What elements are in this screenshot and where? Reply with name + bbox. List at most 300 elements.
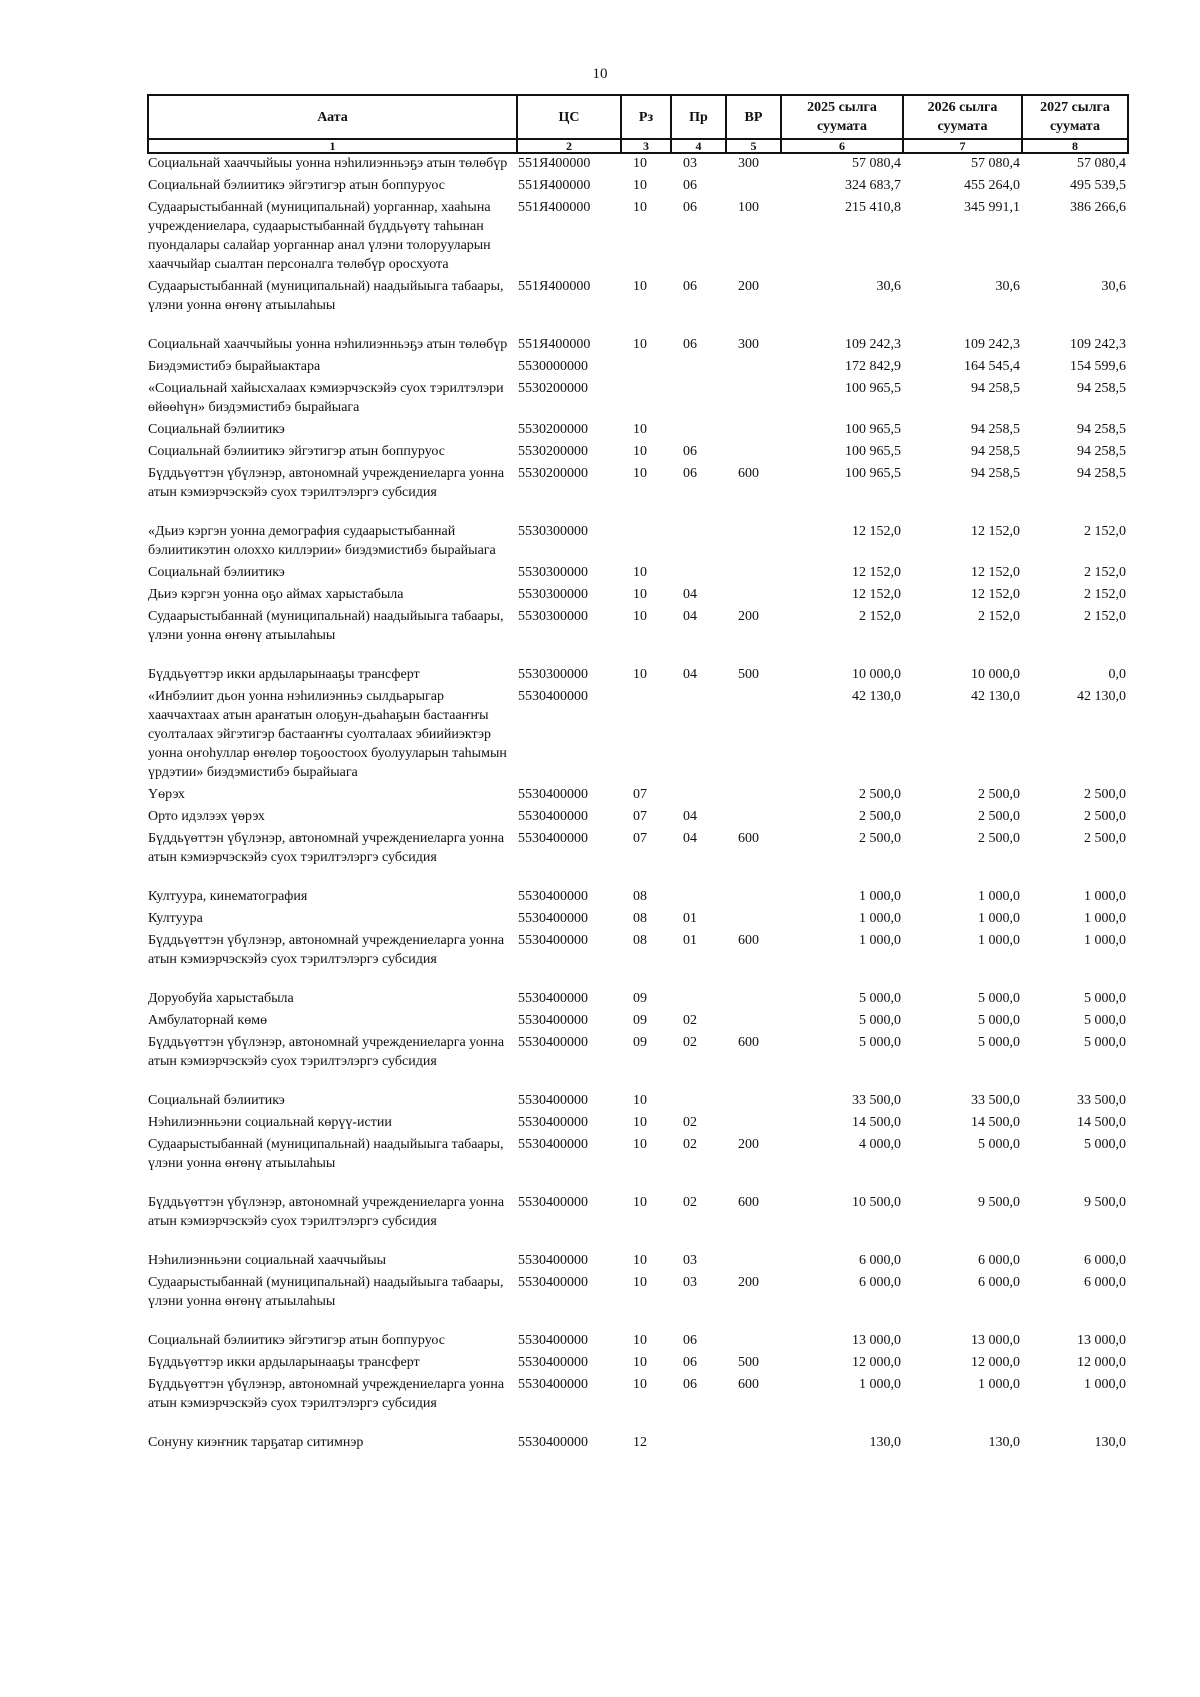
row-name: «Социальнай хайысхалаах кэмиэрчэскэйэ суох тэрилтэлэри өйөөһүн» биэдэмистибэ бырайыага <box>148 381 504 415</box>
row-rz: 10 <box>633 1275 647 1290</box>
header-cs: ЦС <box>517 95 621 139</box>
row-name: Амбулаторнай көмө <box>148 1013 268 1028</box>
row-cs: 5530400000 <box>518 787 588 802</box>
row-amount-2026: 30,6 <box>995 279 1020 294</box>
row-vr: 200 <box>738 279 759 294</box>
row-name: Бүддьүөттэр икки ардыларынааҕы трансферт <box>148 667 420 682</box>
col-number: 3 <box>621 139 671 153</box>
row-amount-2027: 495 539,5 <box>1070 178 1126 193</box>
budget-table <box>147 94 1129 1455</box>
row-rz: 10 <box>633 1333 647 1348</box>
row-vr: 600 <box>738 831 759 846</box>
row-vr <box>726 887 781 909</box>
row-amount-2025: 100 965,5 <box>845 466 901 481</box>
row-amount-2027: 1 000,0 <box>1084 1377 1126 1392</box>
row-pr: 06 <box>683 337 697 352</box>
row-amount-2026: 1 000,0 <box>978 911 1020 926</box>
row-amount-2026: 12 152,0 <box>971 565 1020 580</box>
row-amount-2025: 100 965,5 <box>845 444 901 459</box>
header-row <box>148 95 1128 139</box>
row-vr: 500 <box>738 667 759 682</box>
row-amount-2025: 109 242,3 <box>845 337 901 352</box>
row-amount-2027: 5 000,0 <box>1084 991 1126 1006</box>
row-amount-2026: 57 080,4 <box>971 156 1020 171</box>
row-vr <box>726 357 781 379</box>
table-row <box>148 807 1128 829</box>
row-vr <box>726 1331 781 1353</box>
table-row <box>148 563 1128 585</box>
row-name: Бүддьүөттэн үбүлэнэр, автономнай учреждениеларга уонна атын кэмиэрчэскэйэ суох тэрилтэлэргэ субсидия <box>148 831 505 865</box>
header-2025: 2025 сылга суумата <box>781 95 903 139</box>
row-rz <box>621 687 671 785</box>
row-amount-2026: 345 991,1 <box>964 200 1020 215</box>
row-amount-2027: 30,6 <box>1101 279 1126 294</box>
row-rz: 10 <box>633 337 647 352</box>
row-vr: 200 <box>738 1275 759 1290</box>
table-body <box>148 153 1128 1455</box>
row-amount-2025: 12 000,0 <box>852 1355 901 1370</box>
table-row <box>148 1113 1128 1135</box>
row-amount-2025: 1 000,0 <box>859 889 901 904</box>
row-pr: 04 <box>683 587 697 602</box>
row-rz: 09 <box>633 991 647 1006</box>
header-pr: Пр <box>671 95 726 139</box>
row-rz: 08 <box>633 933 647 948</box>
row-amount-2025: 100 965,5 <box>845 381 901 396</box>
row-rz: 08 <box>633 889 647 904</box>
row-amount-2027: 2 152,0 <box>1084 565 1126 580</box>
row-amount-2027: 14 500,0 <box>1077 1115 1126 1130</box>
row-amount-2027: 130,0 <box>1094 1435 1126 1450</box>
row-amount-2027: 42 130,0 <box>1077 689 1126 704</box>
row-vr <box>726 563 781 585</box>
table-row <box>148 357 1128 379</box>
row-pr: 06 <box>683 444 697 459</box>
row-cs: 5530200000 <box>518 466 588 481</box>
row-rz: 07 <box>633 809 647 824</box>
row-rz: 10 <box>633 1093 647 1108</box>
row-amount-2027: 94 258,5 <box>1077 381 1126 396</box>
row-name: Судаарыстыбаннай (муниципальнай) наадыйыыга табаары, үлэни уонна өҥөнү атыылаһыы <box>148 609 504 643</box>
row-cs: 5530200000 <box>518 444 588 459</box>
row-vr <box>726 807 781 829</box>
table-header <box>148 95 1128 153</box>
row-name: Социальнай бэлиитикэ <box>148 422 285 437</box>
row-vr <box>726 1091 781 1113</box>
row-amount-2026: 12 000,0 <box>971 1355 1020 1370</box>
row-name: Нэһилиэнньэни социальнай хааччыйыы <box>148 1253 387 1268</box>
row-vr <box>726 1011 781 1033</box>
row-vr <box>726 420 781 442</box>
row-rz <box>621 357 671 379</box>
row-name: Дьиэ кэргэн уонна оҕо аймах харыстабыла <box>148 587 404 602</box>
row-amount-2027: 1 000,0 <box>1084 911 1126 926</box>
row-name: Бүддьүөттэн үбүлэнэр, автономнай учреждениеларга уонна атын кэмиэрчэскэйэ суох тэрилтэлэргэ субсидия <box>148 1035 505 1069</box>
row-cs: 551Я400000 <box>518 337 591 352</box>
col-number: 5 <box>726 139 781 153</box>
row-amount-2025: 172 842,9 <box>845 359 901 374</box>
row-vr: 500 <box>738 1355 759 1370</box>
row-name: Орто идэлээх үөрэх <box>148 809 265 824</box>
row-vr: 600 <box>738 1195 759 1210</box>
table-row <box>148 1273 1128 1331</box>
row-amount-2026: 14 500,0 <box>971 1115 1020 1130</box>
row-name: Социальнай бэлиитикэ <box>148 1093 285 1108</box>
row-amount-2026: 2 152,0 <box>978 609 1020 624</box>
row-rz: 10 <box>633 1195 647 1210</box>
table-row <box>148 335 1128 357</box>
header-2027: 2027 сылга суумата <box>1022 95 1128 139</box>
row-amount-2027: 94 258,5 <box>1077 444 1126 459</box>
row-name: Доруобуйа харыстабыла <box>148 991 294 1006</box>
row-amount-2027: 33 500,0 <box>1077 1093 1126 1108</box>
col-number: 4 <box>671 139 726 153</box>
row-name: Сонуну киэҥник тарҕатар ситимнэр <box>148 1435 364 1450</box>
row-vr <box>726 909 781 931</box>
table-row <box>148 829 1128 887</box>
row-amount-2027: 2 152,0 <box>1084 609 1126 624</box>
row-amount-2027: 2 500,0 <box>1084 787 1126 802</box>
row-pr <box>671 379 726 420</box>
row-name: Социальнай бэлиитикэ эйгэтигэр атын боппуруос <box>148 444 445 459</box>
row-amount-2026: 33 500,0 <box>971 1093 1020 1108</box>
row-pr <box>671 1091 726 1113</box>
row-cs: 5530300000 <box>518 609 588 624</box>
row-cs: 5530400000 <box>518 689 588 704</box>
row-pr <box>671 522 726 563</box>
row-amount-2027: 57 080,4 <box>1077 156 1126 171</box>
row-pr: 02 <box>683 1195 697 1210</box>
row-amount-2025: 2 500,0 <box>859 809 901 824</box>
row-amount-2026: 1 000,0 <box>978 1377 1020 1392</box>
row-amount-2025: 2 500,0 <box>859 831 901 846</box>
row-rz: 10 <box>633 422 647 437</box>
row-rz: 10 <box>633 565 647 580</box>
row-cs: 5530400000 <box>518 1035 588 1050</box>
row-rz: 10 <box>633 1253 647 1268</box>
row-amount-2026: 109 242,3 <box>964 337 1020 352</box>
row-name: Судаарыстыбаннай (муниципальнай) наадыйыыга табаары, үлэни уонна өҥөнү атыылаһыы <box>148 279 504 313</box>
row-amount-2026: 6 000,0 <box>978 1253 1020 1268</box>
row-amount-2025: 6 000,0 <box>859 1253 901 1268</box>
row-amount-2027: 94 258,5 <box>1077 466 1126 481</box>
header-name: Аата <box>148 95 517 139</box>
row-amount-2025: 14 500,0 <box>852 1115 901 1130</box>
row-amount-2027: 6 000,0 <box>1084 1253 1126 1268</box>
row-amount-2026: 1 000,0 <box>978 933 1020 948</box>
row-name: Култуура <box>148 911 203 926</box>
table-row <box>148 153 1128 176</box>
row-amount-2025: 2 152,0 <box>859 609 901 624</box>
row-rz <box>621 522 671 563</box>
row-amount-2025: 324 683,7 <box>845 178 901 193</box>
table-row <box>148 785 1128 807</box>
row-vr: 300 <box>738 337 759 352</box>
row-name: «Инбэлиит дьон уонна нэһилиэнньэ сылдьарыгар хааччахтаах атын араҥатын олоҕун-дьаһаҕын бастааҥҥы суолталаах эйгэтигэр бастааҥҥы суолталаах эбиийиэктэр уонна оҥоһуллар өҥөлөр тоҕоостоох буолууларын таһымын үрдэтии» биэдэмистибэ бырайыага <box>148 689 507 780</box>
row-rz: 10 <box>633 444 647 459</box>
row-cs: 5530400000 <box>518 1435 588 1450</box>
row-cs: 5530200000 <box>518 422 588 437</box>
row-pr: 04 <box>683 667 697 682</box>
row-cs: 5530300000 <box>518 524 588 539</box>
row-vr: 600 <box>738 1377 759 1392</box>
row-amount-2026: 94 258,5 <box>971 466 1020 481</box>
row-cs: 551Я400000 <box>518 156 591 171</box>
row-cs: 5530300000 <box>518 667 588 682</box>
row-amount-2027: 109 242,3 <box>1070 337 1126 352</box>
row-amount-2027: 12 000,0 <box>1077 1355 1126 1370</box>
row-cs: 5530200000 <box>518 381 588 396</box>
row-cs: 5530400000 <box>518 1333 588 1348</box>
row-pr <box>671 563 726 585</box>
row-rz: 08 <box>633 911 647 926</box>
row-name: Судаарыстыбаннай (муниципальнай) наадыйыыга табаары, үлэни уонна өҥөнү атыылаһыы <box>148 1275 504 1309</box>
row-amount-2025: 6 000,0 <box>859 1275 901 1290</box>
col-number: 7 <box>903 139 1022 153</box>
row-vr: 300 <box>738 156 759 171</box>
table-row <box>148 607 1128 665</box>
row-amount-2025: 215 410,8 <box>845 200 901 215</box>
row-amount-2027: 5 000,0 <box>1084 1035 1126 1050</box>
header-2026: 2026 сылга суумата <box>903 95 1022 139</box>
row-amount-2027: 5 000,0 <box>1084 1137 1126 1152</box>
row-rz: 12 <box>633 1435 647 1450</box>
row-amount-2025: 57 080,4 <box>852 156 901 171</box>
row-amount-2027: 1 000,0 <box>1084 889 1126 904</box>
row-pr: 06 <box>683 1377 697 1392</box>
row-amount-2026: 10 000,0 <box>971 667 1020 682</box>
row-amount-2025: 5 000,0 <box>859 1013 901 1028</box>
row-amount-2026: 6 000,0 <box>978 1275 1020 1290</box>
row-pr: 02 <box>683 1013 697 1028</box>
row-cs: 5530000000 <box>518 359 588 374</box>
row-pr: 06 <box>683 1355 697 1370</box>
row-pr: 06 <box>683 200 697 215</box>
row-amount-2025: 2 500,0 <box>859 787 901 802</box>
row-amount-2026: 5 000,0 <box>978 1013 1020 1028</box>
row-cs: 551Я400000 <box>518 178 591 193</box>
row-name: Социальнай хааччыйыы уонна нэһилиэнньэҕэ атын төлөбүр <box>148 156 508 171</box>
row-rz: 09 <box>633 1035 647 1050</box>
table-row <box>148 522 1128 563</box>
row-name: Социальнай бэлиитикэ <box>148 565 285 580</box>
col-number: 2 <box>517 139 621 153</box>
row-name: Бүддьүөттэн үбүлэнэр, автономнай учреждениеларга уонна атын кэмиэрчэскэйэ суох тэрилтэлэргэ субсидия <box>148 466 505 500</box>
row-pr: 04 <box>683 809 697 824</box>
table-row <box>148 585 1128 607</box>
table-row <box>148 687 1128 785</box>
row-rz: 10 <box>633 1115 647 1130</box>
row-amount-2025: 130,0 <box>869 1435 901 1450</box>
row-pr: 04 <box>683 609 697 624</box>
row-name: Култуура, кинематография <box>148 889 308 904</box>
row-cs: 5530400000 <box>518 1013 588 1028</box>
row-rz: 10 <box>633 279 647 294</box>
row-rz: 10 <box>633 1377 647 1392</box>
row-amount-2026: 455 264,0 <box>964 178 1020 193</box>
page-number: 10 <box>592 66 608 82</box>
row-cs: 5530400000 <box>518 1253 588 1268</box>
row-rz: 10 <box>633 609 647 624</box>
row-vr <box>726 379 781 420</box>
row-amount-2026: 5 000,0 <box>978 1035 1020 1050</box>
row-pr: 03 <box>683 1275 697 1290</box>
row-cs: 5530400000 <box>518 911 588 926</box>
row-vr <box>726 1113 781 1135</box>
row-rz <box>621 379 671 420</box>
column-number-row <box>148 139 1128 153</box>
row-cs: 5530300000 <box>518 565 588 580</box>
row-name: Бүддьүөттэн үбүлэнэр, автономнай учреждениеларга уонна атын кэмиэрчэскэйэ суох тэрилтэлэргэ субсидия <box>148 1377 505 1411</box>
row-amount-2027: 2 152,0 <box>1084 524 1126 539</box>
row-pr: 01 <box>683 933 697 948</box>
row-vr: 100 <box>738 200 759 215</box>
row-amount-2027: 2 500,0 <box>1084 809 1126 824</box>
row-amount-2026: 12 152,0 <box>971 524 1020 539</box>
table-row <box>148 379 1128 420</box>
table-row <box>148 176 1128 198</box>
row-amount-2027: 2 152,0 <box>1084 587 1126 602</box>
row-name: Нэһилиэнньэни социальнай көрүү-истии <box>148 1115 392 1130</box>
row-cs: 5530400000 <box>518 1115 588 1130</box>
row-amount-2027: 2 500,0 <box>1084 831 1126 846</box>
table-row <box>148 989 1128 1011</box>
row-vr <box>726 176 781 198</box>
row-pr <box>671 989 726 1011</box>
row-vr <box>726 687 781 785</box>
row-cs: 5530400000 <box>518 1195 588 1210</box>
col-number: 1 <box>148 139 517 153</box>
row-vr <box>726 989 781 1011</box>
row-amount-2026: 2 500,0 <box>978 809 1020 824</box>
row-amount-2026: 2 500,0 <box>978 787 1020 802</box>
table-row <box>148 1135 1128 1193</box>
row-amount-2027: 13 000,0 <box>1077 1333 1126 1348</box>
row-cs: 5530400000 <box>518 991 588 1006</box>
row-vr: 200 <box>738 609 759 624</box>
row-amount-2025: 1 000,0 <box>859 911 901 926</box>
row-vr <box>726 785 781 807</box>
row-name: Бүддьүөттэн үбүлэнэр, автономнай учреждениеларга уонна атын кэмиэрчэскэйэ суох тэрилтэлэргэ субсидия <box>148 1195 505 1229</box>
row-amount-2026: 164 545,4 <box>964 359 1020 374</box>
table-row <box>148 1353 1128 1375</box>
row-cs: 5530400000 <box>518 1355 588 1370</box>
row-pr: 06 <box>683 466 697 481</box>
row-amount-2025: 10 500,0 <box>852 1195 901 1210</box>
table-row <box>148 1011 1128 1033</box>
table-row <box>148 277 1128 335</box>
row-pr <box>671 687 726 785</box>
row-cs: 5530400000 <box>518 933 588 948</box>
row-cs: 5530400000 <box>518 831 588 846</box>
row-amount-2026: 94 258,5 <box>971 444 1020 459</box>
row-pr <box>671 785 726 807</box>
row-vr <box>726 522 781 563</box>
row-name: Судаарыстыбаннай (муниципальнай) наадыйыыга табаары, үлэни уонна өҥөнү атыылаһыы <box>148 1137 504 1171</box>
row-amount-2027: 154 599,6 <box>1070 359 1126 374</box>
row-amount-2027: 94 258,5 <box>1077 422 1126 437</box>
row-pr: 02 <box>683 1115 697 1130</box>
row-rz: 10 <box>633 200 647 215</box>
row-amount-2025: 4 000,0 <box>859 1137 901 1152</box>
row-name: Биэдэмистибэ бырайыактара <box>148 359 321 374</box>
table-row <box>148 464 1128 522</box>
table-row <box>148 198 1128 277</box>
row-pr <box>671 357 726 379</box>
row-vr <box>726 1251 781 1273</box>
row-amount-2027: 9 500,0 <box>1084 1195 1126 1210</box>
row-name: «Дьиэ кэргэн уонна демография судаарыстыбаннай бэлиитикэтин олоххо киллэрии» биэдэмистибэ бырайыага <box>148 524 496 558</box>
row-amount-2025: 12 152,0 <box>852 524 901 539</box>
row-cs: 5530400000 <box>518 809 588 824</box>
row-rz: 10 <box>633 1137 647 1152</box>
header-rz: Рз <box>621 95 671 139</box>
table-row <box>148 1193 1128 1251</box>
row-amount-2025: 13 000,0 <box>852 1333 901 1348</box>
table-row <box>148 665 1128 687</box>
row-amount-2025: 30,6 <box>876 279 901 294</box>
row-rz: 10 <box>633 587 647 602</box>
table-row <box>148 1033 1128 1091</box>
row-amount-2026: 94 258,5 <box>971 422 1020 437</box>
row-amount-2025: 1 000,0 <box>859 933 901 948</box>
row-pr: 01 <box>683 911 697 926</box>
row-name: Үөрэх <box>148 787 185 802</box>
table-row <box>148 887 1128 909</box>
row-vr <box>726 585 781 607</box>
row-rz: 09 <box>633 1013 647 1028</box>
table-row <box>148 1433 1128 1455</box>
row-pr: 06 <box>683 279 697 294</box>
row-name: Социальнай бэлиитикэ эйгэтигэр атын боппуруос <box>148 1333 445 1348</box>
table-row <box>148 1251 1128 1273</box>
row-amount-2026: 5 000,0 <box>978 991 1020 1006</box>
row-name: Социальнай бэлиитикэ эйгэтигэр атын боппуруос <box>148 178 445 193</box>
row-amount-2025: 100 965,5 <box>845 422 901 437</box>
row-amount-2026: 94 258,5 <box>971 381 1020 396</box>
table-row <box>148 1091 1128 1113</box>
row-pr: 06 <box>683 178 697 193</box>
table-row <box>148 931 1128 989</box>
row-name: Социальнай хааччыйыы уонна нэһилиэнньэҕэ атын төлөбүр <box>148 337 508 352</box>
row-rz: 10 <box>633 466 647 481</box>
row-amount-2025: 5 000,0 <box>859 1035 901 1050</box>
row-amount-2027: 5 000,0 <box>1084 1013 1126 1028</box>
row-amount-2026: 42 130,0 <box>971 689 1020 704</box>
row-vr: 600 <box>738 1035 759 1050</box>
row-rz: 07 <box>633 831 647 846</box>
table-row <box>148 1375 1128 1433</box>
row-rz: 10 <box>633 156 647 171</box>
table-row <box>148 1331 1128 1353</box>
row-cs: 5530400000 <box>518 889 588 904</box>
table-row <box>148 420 1128 442</box>
row-pr: 04 <box>683 831 697 846</box>
row-amount-2025: 1 000,0 <box>859 1377 901 1392</box>
row-amount-2026: 13 000,0 <box>971 1333 1020 1348</box>
header-vr: ВР <box>726 95 781 139</box>
row-cs: 5530400000 <box>518 1275 588 1290</box>
col-number: 6 <box>781 139 903 153</box>
row-pr: 03 <box>683 156 697 171</box>
row-rz: 10 <box>633 667 647 682</box>
col-number: 8 <box>1022 139 1128 153</box>
row-amount-2026: 9 500,0 <box>978 1195 1020 1210</box>
row-cs: 551Я400000 <box>518 200 591 215</box>
row-vr: 200 <box>738 1137 759 1152</box>
row-amount-2026: 1 000,0 <box>978 889 1020 904</box>
row-pr: 06 <box>683 1333 697 1348</box>
